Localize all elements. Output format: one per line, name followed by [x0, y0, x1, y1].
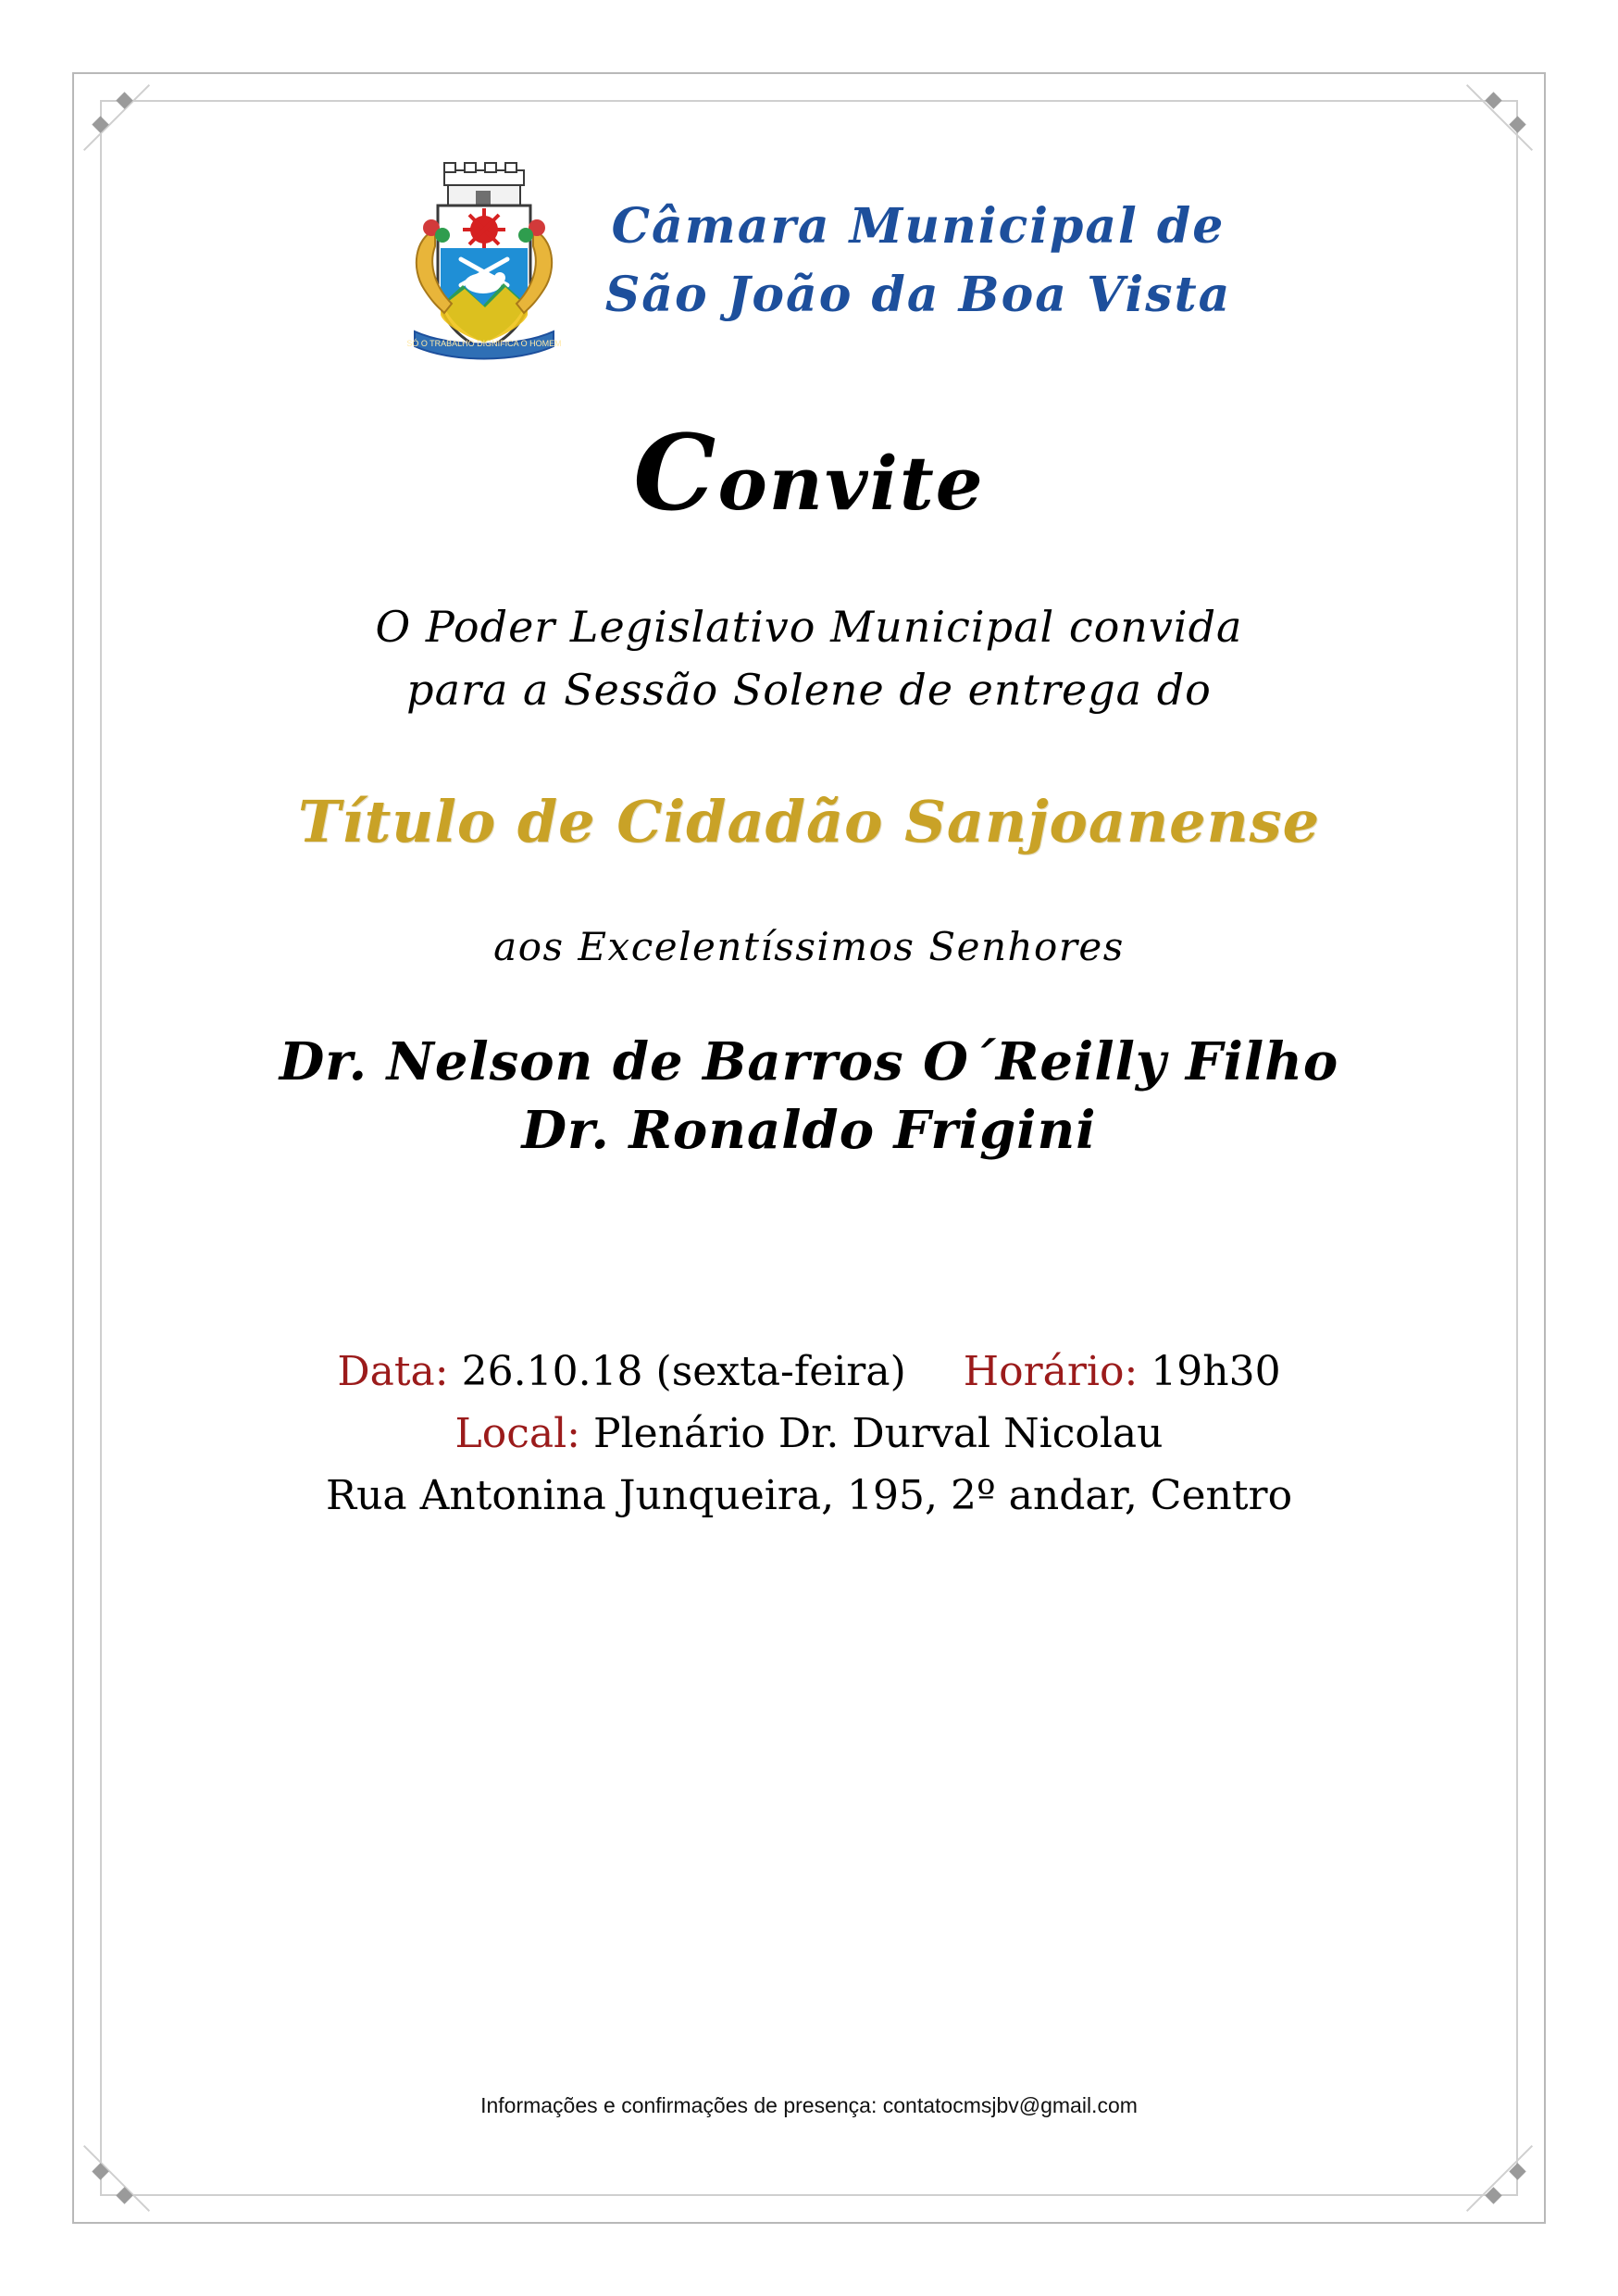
invitation-intro-line-2: para a Sessão Solene de entrega do: [406, 665, 1212, 716]
honorees-list: [139, 1029, 1479, 1166]
event-details: [139, 1341, 1479, 1528]
letterhead: [139, 150, 1479, 381]
event-date-time-row: [139, 1341, 1479, 1404]
honorees-intro: aos Excelentíssimos Senhores: [493, 924, 1125, 970]
event-address: Rua Antonina Junqueira, 195, 2º andar, Centro: [325, 1471, 1293, 1519]
page-title-rest: onvite: [717, 440, 985, 527]
coat-of-arms-icon: [387, 150, 581, 381]
date-label: Data:: [337, 1347, 449, 1395]
honoree-name: Dr. Ronaldo Frigini: [521, 1100, 1097, 1162]
time-label: Horário:: [963, 1347, 1139, 1395]
svg-text:SÓ O TRABALHO DIGNIFICA O HOME: SÓ O TRABALHO DIGNIFICA O HOMEM: [406, 339, 562, 348]
organization-title-line-1: Câmara Municipal de: [611, 198, 1226, 256]
page-title: [139, 413, 1479, 534]
event-place-row: [139, 1404, 1479, 1466]
invitation-intro-line-1: O Poder Legislativo Municipal convida: [375, 602, 1243, 652]
time-value: 19h30: [1151, 1347, 1281, 1395]
contact-note: Informações e confirmações de presença: contatocmsjbv@gmail.com: [480, 2093, 1138, 2117]
organization-title: [605, 193, 1232, 339]
date-value: 26.10.18 (sexta-feira): [461, 1347, 906, 1395]
page-title-initial: C: [633, 413, 718, 534]
place-label: Local:: [454, 1409, 580, 1457]
organization-title-line-2: São João da Boa Vista: [604, 267, 1232, 323]
invitation-intro: [139, 595, 1479, 721]
invitation-content: [139, 130, 1479, 2166]
place-value: Plenário Dr. Durval Nicolau: [593, 1409, 1164, 1457]
honoree-name: Dr. Nelson de Barros O´Reilly Filho: [279, 1031, 1339, 1093]
award-title: Título de Cidadão Sanjoanense: [297, 788, 1321, 856]
